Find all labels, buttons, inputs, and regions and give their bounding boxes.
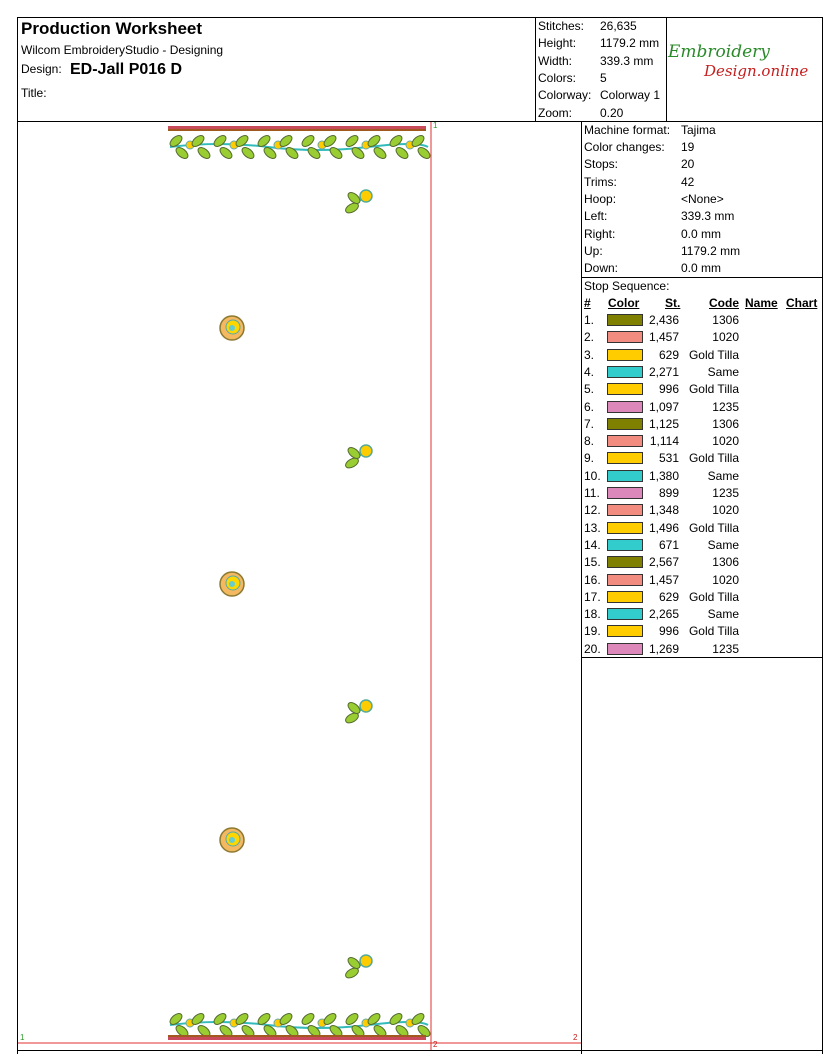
design-label: Design: xyxy=(21,62,62,76)
stat-value: Colorway 1 xyxy=(600,88,661,102)
software-name: Wilcom EmbroideryStudio - Designing xyxy=(21,43,224,57)
leaf xyxy=(240,145,256,160)
machine-value: 42 xyxy=(681,175,695,189)
stitch-count: 2,271 xyxy=(648,365,679,379)
vine-border-bottom xyxy=(168,1011,432,1038)
stop-number: 13. xyxy=(584,521,601,535)
stitch-count: 1,097 xyxy=(648,400,679,414)
col-st-header: St. xyxy=(665,296,681,310)
stat-value: 339.3 mm xyxy=(600,54,654,68)
stitch-count: 1,269 xyxy=(648,642,679,656)
rose-motif xyxy=(220,316,244,340)
logo-line2: Design.online xyxy=(704,62,809,80)
design-canvas xyxy=(18,122,581,1050)
thread-code: Gold Tilla xyxy=(688,521,739,535)
machine-label: Down: xyxy=(584,261,619,275)
rose-motif xyxy=(220,572,244,596)
stop-number: 5. xyxy=(584,382,595,396)
vine-stem xyxy=(170,1022,428,1028)
stop-number: 2. xyxy=(584,330,595,344)
machine-value: 19 xyxy=(681,140,695,154)
thread-code: Gold Tilla xyxy=(688,590,739,604)
sprig-flower xyxy=(360,955,372,967)
color-swatch xyxy=(607,366,643,378)
thread-code: Gold Tilla xyxy=(688,451,739,465)
thread-code: 1020 xyxy=(712,573,739,587)
color-swatch xyxy=(607,522,643,534)
worksheet-title: Production Worksheet xyxy=(21,19,203,38)
stitch-count: 1,125 xyxy=(648,417,679,431)
color-swatch xyxy=(607,401,643,413)
color-swatch xyxy=(607,487,643,499)
color-swatch xyxy=(607,470,643,482)
thread-code: Same xyxy=(707,365,739,379)
stop-number: 20. xyxy=(584,642,601,656)
machine-label: Up: xyxy=(584,244,603,258)
border-band-top-red xyxy=(168,126,426,129)
stop-number: 1. xyxy=(584,313,595,327)
thread-code: 1306 xyxy=(712,555,739,569)
stitch-count: 1,114 xyxy=(649,434,679,448)
color-swatch xyxy=(607,435,643,447)
stat-label: Width: xyxy=(538,54,573,68)
leaf xyxy=(372,145,388,160)
color-swatch xyxy=(607,349,643,361)
thread-code: 1306 xyxy=(712,417,739,431)
stat-value: 5 xyxy=(600,71,607,85)
machine-value: <None> xyxy=(681,192,724,206)
color-swatch xyxy=(607,452,643,464)
rose-center xyxy=(229,581,235,587)
stat-value: 1179.2 mm xyxy=(600,36,660,50)
stat-value: 26,635 xyxy=(600,19,637,33)
stop-number: 16. xyxy=(584,573,601,587)
border-band-bottom-red xyxy=(168,1037,426,1040)
thread-code: Gold Tilla xyxy=(688,624,739,638)
color-swatch xyxy=(607,625,643,637)
color-swatch xyxy=(607,643,643,655)
stop-number: 9. xyxy=(584,451,595,465)
stat-label: Colorway: xyxy=(538,88,592,102)
leaf xyxy=(388,133,404,148)
col-name-header: Name xyxy=(745,296,778,310)
design-preview xyxy=(18,122,581,1050)
thread-code: 1235 xyxy=(712,642,739,656)
stop-sequence-title: Stop Sequence: xyxy=(584,279,670,293)
stop-number: 10. xyxy=(584,469,601,483)
thread-code: Same xyxy=(707,538,739,552)
stop-number: 6. xyxy=(584,400,595,414)
design-name: ED-Jall P016 D xyxy=(70,61,183,78)
machine-label: Stops: xyxy=(584,157,619,171)
logo-line1: Embroidery xyxy=(668,42,770,62)
motif-group xyxy=(220,190,372,980)
vine-stem xyxy=(170,144,428,150)
brand-logo xyxy=(668,40,822,90)
stitch-count: 899 xyxy=(658,486,679,500)
color-swatch xyxy=(607,504,643,516)
color-swatch xyxy=(607,574,643,586)
machine-value: 0.0 mm xyxy=(681,227,722,241)
rose-center xyxy=(229,837,235,843)
stat-label: Colors: xyxy=(538,71,577,85)
stat-label: Stitches: xyxy=(538,19,585,33)
thread-code: 1235 xyxy=(712,400,739,414)
stitch-count: 1,380 xyxy=(648,469,679,483)
leaf xyxy=(328,145,344,160)
machine-value: 20 xyxy=(681,157,695,171)
stitch-count: 1,457 xyxy=(648,573,679,587)
leaf xyxy=(300,1011,316,1026)
col-code-header: Code xyxy=(709,296,739,310)
thread-code: 1020 xyxy=(712,330,739,344)
color-swatch xyxy=(607,418,643,430)
stat-label: Height: xyxy=(538,36,577,50)
border-band-bottom-brown xyxy=(168,1035,426,1037)
stop-number: 4. xyxy=(584,365,595,379)
stitch-count: 1,496 xyxy=(648,521,679,535)
marker-bottom-left: 1 xyxy=(20,1033,25,1042)
stop-number: 7. xyxy=(584,417,595,431)
thread-code: 1306 xyxy=(712,313,739,327)
stat-label: Zoom: xyxy=(538,106,573,120)
col-chart-header: Chart xyxy=(786,296,818,310)
stop-number: 19. xyxy=(584,624,601,638)
thread-code: Gold Tilla xyxy=(688,348,739,362)
stitch-count: 671 xyxy=(658,538,679,552)
leaf xyxy=(416,145,432,160)
stop-number: 15. xyxy=(584,555,601,569)
leaf xyxy=(344,1011,360,1026)
leaf xyxy=(344,133,360,148)
thread-code: 1020 xyxy=(712,503,739,517)
sprig-flower xyxy=(360,700,372,712)
stop-number: 11. xyxy=(584,486,600,500)
machine-label: Right: xyxy=(584,227,616,241)
stitch-count: 629 xyxy=(658,348,679,362)
machine-label: Hoop: xyxy=(584,192,617,206)
stitch-count: 2,265 xyxy=(648,607,679,621)
sprig-motif xyxy=(344,445,372,470)
machine-value: 339.3 mm xyxy=(681,209,735,223)
machine-value: 1179.2 mm xyxy=(681,244,741,258)
stat-value: 0.20 xyxy=(600,106,624,120)
leaf xyxy=(212,1011,228,1026)
stitch-count: 996 xyxy=(658,382,679,396)
stitch-count: 629 xyxy=(658,590,679,604)
stitch-count: 1,457 xyxy=(648,330,679,344)
sprig-motif xyxy=(344,190,372,215)
thread-code: Gold Tilla xyxy=(688,382,739,396)
border-band-top-brown xyxy=(168,129,426,131)
rose-motif xyxy=(220,828,244,852)
stitch-count: 996 xyxy=(658,624,679,638)
color-swatch xyxy=(607,314,643,326)
color-swatch xyxy=(607,383,643,395)
leaf xyxy=(388,1011,404,1026)
leaf xyxy=(300,133,316,148)
thread-code: 1235 xyxy=(712,486,739,500)
sprig-flower xyxy=(360,190,372,202)
color-swatch xyxy=(607,556,643,568)
col-num-header: # xyxy=(584,296,591,310)
stop-number: 14. xyxy=(584,538,601,552)
marker-bottom-mid: 2 xyxy=(433,1040,438,1049)
machine-value: Tajima xyxy=(681,123,716,137)
stop-number: 12. xyxy=(584,503,601,517)
thread-code: Same xyxy=(707,607,739,621)
stop-number: 8. xyxy=(584,434,595,448)
sprig-motif xyxy=(344,700,372,725)
color-swatch xyxy=(607,591,643,603)
color-swatch xyxy=(607,331,643,343)
leaf xyxy=(284,145,300,160)
stitch-count: 2,436 xyxy=(648,313,679,327)
sprig-flower xyxy=(360,445,372,457)
color-swatch xyxy=(607,608,643,620)
rose-center xyxy=(229,325,235,331)
stop-number: 3. xyxy=(584,348,595,362)
col-color-header: Color xyxy=(608,296,640,310)
machine-label: Left: xyxy=(584,209,608,223)
color-swatch xyxy=(607,539,643,551)
stop-number: 17. xyxy=(584,590,601,604)
title-label: Title: xyxy=(21,86,47,100)
thread-code: 1020 xyxy=(712,434,739,448)
thread-code: Same xyxy=(707,469,739,483)
machine-label: Machine format: xyxy=(584,123,671,137)
stitch-count: 1,348 xyxy=(648,503,679,517)
vine-border-top xyxy=(168,133,432,160)
machine-value: 0.0 mm xyxy=(681,261,722,275)
sprig-motif xyxy=(344,955,372,980)
machine-label: Trims: xyxy=(584,175,617,189)
stitch-count: 2,567 xyxy=(648,555,679,569)
machine-label: Color changes: xyxy=(584,140,665,154)
marker-bottom-right: 2 xyxy=(573,1033,578,1042)
leaf xyxy=(196,145,212,160)
leaf xyxy=(212,133,228,148)
stop-number: 18. xyxy=(584,607,601,621)
marker-top: 1 xyxy=(433,121,438,130)
stitch-count: 531 xyxy=(658,451,679,465)
